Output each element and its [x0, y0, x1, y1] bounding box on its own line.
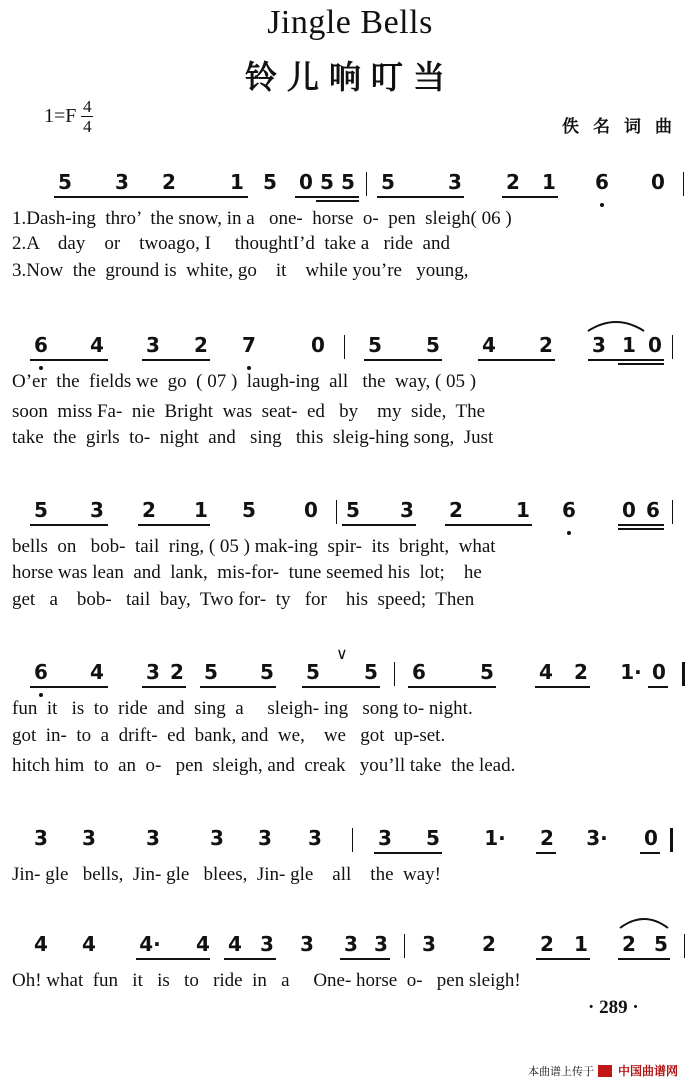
note: 1	[230, 170, 244, 194]
beam	[30, 359, 108, 361]
notation-row	[0, 826, 700, 858]
beam	[374, 852, 442, 854]
note: 2	[162, 170, 176, 194]
beam	[316, 200, 359, 202]
system-2	[0, 333, 700, 453]
time-signature	[81, 98, 93, 135]
page-number: · 289 ·	[588, 997, 639, 1018]
note: 0	[304, 498, 318, 522]
time-sig-denominator: 4	[83, 117, 92, 136]
lyric-verse-1: bells on bob- tail ring, ( 05 ) mak-ing spir- its bright, what	[12, 536, 496, 557]
beam	[156, 196, 248, 198]
note: 2	[622, 932, 636, 956]
note: 3	[300, 932, 314, 956]
note: 5	[426, 333, 440, 357]
note: 0	[651, 170, 665, 194]
note: 2	[540, 932, 554, 956]
barline	[352, 828, 353, 852]
breath-mark-icon: ∨	[336, 644, 348, 663]
note: 2	[194, 333, 208, 357]
note: 3	[146, 660, 160, 684]
note: 2	[506, 170, 520, 194]
note: 2	[170, 660, 184, 684]
note: 0	[644, 826, 658, 850]
beam	[342, 524, 416, 526]
key-signature	[44, 98, 93, 135]
beam	[535, 686, 590, 688]
beam	[30, 686, 108, 688]
beam	[200, 686, 276, 688]
beam	[618, 363, 664, 365]
beam	[618, 958, 670, 960]
lyric-verse-2: 2.A day or twoago, I thoughtI’d take a ride and	[12, 233, 450, 254]
lyric-verse-3: 3.Now the ground is white, go it while you’re young,	[12, 260, 469, 281]
lyric-verse-3: get a bob- tail bay, Two for- ty for his speed; Then	[12, 589, 475, 610]
note: 3	[34, 826, 48, 850]
note: 3	[422, 932, 436, 956]
beam	[640, 852, 660, 854]
system-1	[0, 170, 700, 290]
note: 3	[260, 932, 274, 956]
tie-arc	[586, 317, 646, 333]
barline	[394, 662, 395, 686]
beam	[536, 958, 590, 960]
lyric-refrain-2: Oh! what fun it is to ride in a One- horse o- pen sleigh!	[12, 970, 521, 991]
note: 5	[306, 660, 320, 684]
note: 4	[82, 932, 96, 956]
note: 3	[378, 826, 392, 850]
notation-row	[0, 932, 700, 964]
note: 3	[146, 826, 160, 850]
beam	[445, 524, 532, 526]
system-6-refrain	[0, 932, 700, 1052]
note: 6	[646, 498, 660, 522]
note: 5	[381, 170, 395, 194]
barline	[672, 335, 673, 359]
note: 1	[622, 333, 636, 357]
system-4	[0, 644, 700, 780]
note: 2	[142, 498, 156, 522]
beam	[142, 686, 186, 688]
site-footer	[528, 1062, 678, 1079]
footer-upload-text: 本曲谱上传于	[528, 1064, 594, 1078]
note: 1	[516, 498, 530, 522]
note: 4	[482, 333, 496, 357]
note: 5	[426, 826, 440, 850]
barline	[344, 335, 345, 359]
beam	[502, 196, 558, 198]
note: 3	[374, 932, 388, 956]
key-label: 1=F	[44, 105, 77, 127]
beam	[364, 359, 442, 361]
note: 3	[90, 498, 104, 522]
note: 3	[400, 498, 414, 522]
author-credit: 佚名词曲	[562, 117, 686, 137]
note: 7	[242, 333, 256, 357]
lyric-refrain-1: Jin- gle bells, Jin- gle blees, Jin- gle all the way!	[12, 864, 441, 885]
note: 6	[595, 170, 609, 194]
lyric-verse-2: soon miss Fa- nie Bright was seat- ed by my side, The	[12, 401, 486, 422]
note: 0	[648, 333, 662, 357]
beam	[340, 958, 390, 960]
beam	[142, 359, 210, 361]
notation-row	[0, 498, 700, 530]
barline	[336, 500, 337, 524]
note: 5	[34, 498, 48, 522]
note: 1	[574, 932, 588, 956]
note: 3	[146, 333, 160, 357]
system-3	[0, 498, 700, 618]
beam	[224, 958, 276, 960]
note: 4	[90, 333, 104, 357]
beam	[295, 196, 359, 198]
note: 3	[258, 826, 272, 850]
time-sig-numerator: 4	[83, 97, 92, 116]
note: 5	[654, 932, 668, 956]
lyric-verse-2: got in- to a drift- ed bank, and we, we got up-set.	[12, 725, 446, 746]
note: 4	[34, 932, 48, 956]
beam	[302, 686, 380, 688]
notation-row	[0, 644, 700, 692]
lyric-verse-2: horse was lean and lank, mis-for- tune seemed his lot; he	[12, 562, 482, 583]
barline	[684, 934, 685, 958]
note: 3	[308, 826, 322, 850]
note: 4	[228, 932, 242, 956]
note: 5	[364, 660, 378, 684]
note: 3	[344, 932, 358, 956]
note: 2	[539, 333, 553, 357]
note: 4·	[139, 932, 161, 956]
note: 5	[260, 660, 274, 684]
site-logo-icon	[598, 1065, 612, 1077]
barline	[404, 934, 405, 958]
beam	[408, 686, 496, 688]
site-logo-text[interactable]: 中国曲谱网	[618, 1064, 679, 1078]
song-title-english: Jingle Bells	[267, 4, 433, 41]
barline	[366, 172, 367, 196]
note: 1	[542, 170, 556, 194]
note: 5	[242, 498, 256, 522]
lyric-verse-3: take the girls to- night and sing this sleig-hing song, Just	[12, 427, 494, 448]
note: 2	[574, 660, 588, 684]
note: 1·	[484, 826, 506, 850]
note: 5	[204, 660, 218, 684]
note: 0	[652, 660, 666, 684]
note: 2	[540, 826, 554, 850]
beam	[648, 686, 668, 688]
lyric-verse-1: 1.Dash-ing thro’ the snow, in a one- horse o- pen sleigh( 06 )	[12, 208, 512, 229]
note: 3·	[586, 826, 608, 850]
barline	[683, 172, 684, 196]
lyric-verse-1: fun it is to ride and sing a sleigh- ing song to- night.	[12, 698, 473, 719]
beam	[136, 958, 210, 960]
note: 5	[58, 170, 72, 194]
beam	[478, 359, 555, 361]
lyric-verse-1: O’er the fields we go ( 07 ) laugh-ing all the way, ( 05 )	[12, 371, 477, 392]
note: 2	[482, 932, 496, 956]
beam	[618, 528, 664, 530]
note: 1	[194, 498, 208, 522]
note: 1·	[620, 660, 642, 684]
beam	[588, 359, 664, 361]
barline	[672, 500, 673, 524]
system-5-refrain	[0, 826, 700, 946]
note: 3	[82, 826, 96, 850]
note: 4	[196, 932, 210, 956]
note: 0	[622, 498, 636, 522]
beam	[377, 196, 464, 198]
note: 0	[299, 170, 313, 194]
beam	[618, 524, 664, 526]
note: 6	[562, 498, 576, 522]
notation-row	[0, 333, 700, 365]
beam	[536, 852, 556, 854]
tie-arc	[618, 914, 670, 930]
note: 5	[320, 170, 334, 194]
note: 0	[311, 333, 325, 357]
note: 2	[449, 498, 463, 522]
note: 4	[539, 660, 553, 684]
note: 6	[412, 660, 426, 684]
note: 5	[346, 498, 360, 522]
beam	[30, 524, 108, 526]
note: 3	[448, 170, 462, 194]
beam	[138, 524, 210, 526]
note: 6	[34, 333, 48, 357]
note: 6	[34, 660, 48, 684]
note: 5	[480, 660, 494, 684]
barline	[670, 828, 673, 852]
lyric-verse-3: hitch him to an o- pen sleigh, and creak you’ll take the lead.	[12, 755, 516, 776]
song-title-chinese: 铃儿响叮当	[244, 58, 455, 96]
note: 4	[90, 660, 104, 684]
barline	[682, 662, 685, 686]
note: 5	[368, 333, 382, 357]
note: 3	[115, 170, 129, 194]
note: 5	[341, 170, 355, 194]
note: 5	[263, 170, 277, 194]
note: 3	[210, 826, 224, 850]
notation-row	[0, 170, 700, 202]
note: 3	[592, 333, 606, 357]
